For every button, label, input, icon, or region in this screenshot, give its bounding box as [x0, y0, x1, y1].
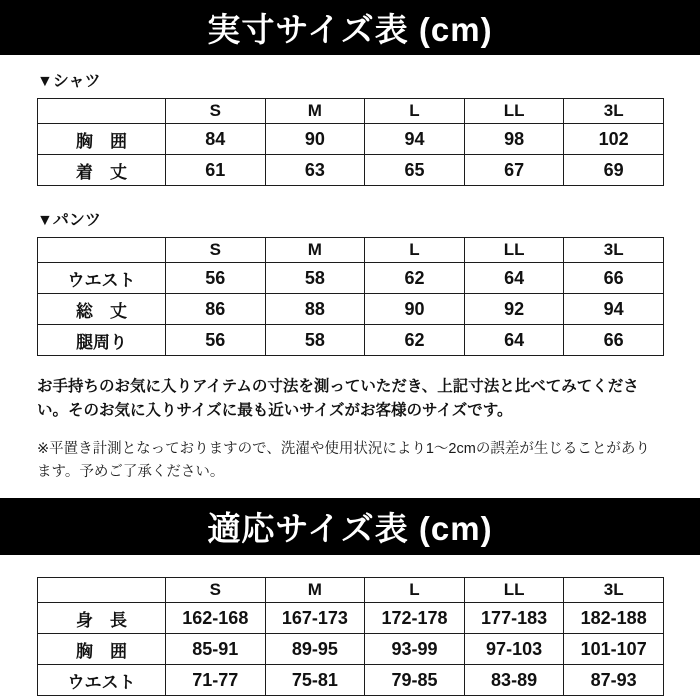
fit-height-label: 身 長	[38, 603, 166, 634]
shirt-col-ll: LL	[464, 99, 564, 124]
shirt-section-label: ▼シャツ	[37, 73, 101, 90]
actual-size-table-title: 実寸サイズ表 (cm)	[207, 11, 493, 48]
shirt-length-label: 着 丈	[38, 155, 166, 186]
pants-total-length-3l: 94	[564, 294, 664, 325]
pants-thigh-ll: 64	[464, 325, 564, 356]
shirt-length-3l: 69	[564, 155, 664, 186]
shirt-col-l: L	[365, 99, 465, 124]
shirt-chest-3l: 102	[564, 124, 664, 155]
fit-waist-m: 75-81	[265, 665, 365, 696]
pants-waist-label: ウエスト	[38, 263, 166, 294]
pants-total-length-s: 86	[166, 294, 266, 325]
pants-waist-l: 62	[365, 263, 465, 294]
shirt-chest-m: 90	[265, 124, 365, 155]
fit-size-table	[37, 577, 664, 696]
shirt-table-header-row	[38, 99, 664, 124]
fit-height-s: 162-168	[166, 603, 266, 634]
fit-chest-m: 89-95	[265, 634, 365, 665]
fit-col-3l: 3L	[564, 578, 664, 603]
pants-total-length-row	[38, 294, 664, 325]
pants-col-3l: 3L	[564, 238, 664, 263]
pants-total-length-l: 90	[365, 294, 465, 325]
shirt-length-row	[38, 155, 664, 186]
fit-chest-row	[38, 634, 664, 665]
shirt-col-3l: 3L	[564, 99, 664, 124]
actual-size-table-header	[0, 0, 700, 55]
pants-waist-3l: 66	[564, 263, 664, 294]
fit-height-3l: 182-188	[564, 603, 664, 634]
pants-thigh-s: 56	[166, 325, 266, 356]
shirt-length-m: 63	[265, 155, 365, 186]
pants-section-label: ▼パンツ	[37, 212, 101, 229]
pants-table-header-row	[38, 238, 664, 263]
pants-thigh-row	[38, 325, 664, 356]
fit-waist-label: ウエスト	[38, 665, 166, 696]
shirt-col-m: M	[265, 99, 365, 124]
pants-total-length-m: 88	[265, 294, 365, 325]
pants-thigh-label: 腿周り	[38, 325, 166, 356]
fit-chest-l: 93-99	[365, 634, 465, 665]
fit-height-row	[38, 603, 664, 634]
pants-thigh-l: 62	[365, 325, 465, 356]
pants-waist-row	[38, 263, 664, 294]
shirt-size-table	[37, 98, 664, 186]
shirt-length-ll: 67	[464, 155, 564, 186]
fit-size-table-title: 適応サイズ表 (cm)	[207, 510, 493, 548]
pants-total-length-ll: 92	[464, 294, 564, 325]
measurement-disclaimer-note: ※平置き計測となっておりますので、洗濯や使用状況により1～2cmの誤差が生じることがあります。予めご了承ください。	[37, 440, 650, 480]
fit-table-header-row	[38, 578, 664, 603]
shirt-chest-row	[38, 124, 664, 155]
fit-size-table-header	[0, 498, 700, 555]
shirt-length-s: 61	[166, 155, 266, 186]
pants-waist-m: 58	[265, 263, 365, 294]
fit-col-s: S	[166, 578, 266, 603]
pants-col-s: S	[166, 238, 266, 263]
shirt-chest-label: 胸 囲	[38, 124, 166, 155]
fit-waist-s: 71-77	[166, 665, 266, 696]
fit-waist-l: 79-85	[365, 665, 465, 696]
pants-total-length-label: 総 丈	[38, 294, 166, 325]
pants-col-l: L	[365, 238, 465, 263]
pants-col-m: M	[265, 238, 365, 263]
fit-waist-row	[38, 665, 664, 696]
fit-chest-3l: 101-107	[564, 634, 664, 665]
fit-col-ll: LL	[464, 578, 564, 603]
pants-waist-s: 56	[166, 263, 266, 294]
fit-chest-ll: 97-103	[464, 634, 564, 665]
pants-thigh-3l: 66	[564, 325, 664, 356]
fit-height-l: 172-178	[365, 603, 465, 634]
shirt-chest-ll: 98	[464, 124, 564, 155]
pants-col-ll: LL	[464, 238, 564, 263]
shirt-length-l: 65	[365, 155, 465, 186]
fitting-guide-note: お手持ちのお気に入りアイテムの寸法を測っていただき、上記寸法と比べてみてください。そのお気に入りサイズに最も近いサイズがお客様のサイズです。	[37, 378, 639, 419]
fit-col-l: L	[365, 578, 465, 603]
shirt-chest-s: 84	[166, 124, 266, 155]
pants-thigh-m: 58	[265, 325, 365, 356]
fit-height-m: 167-173	[265, 603, 365, 634]
fit-height-ll: 177-183	[464, 603, 564, 634]
fit-waist-3l: 87-93	[564, 665, 664, 696]
fit-chest-label: 胸 囲	[38, 634, 166, 665]
shirt-corner-cell	[38, 99, 166, 124]
fit-corner-cell	[38, 578, 166, 603]
shirt-chest-l: 94	[365, 124, 465, 155]
pants-size-table	[37, 237, 664, 356]
shirt-col-s: S	[166, 99, 266, 124]
fit-waist-ll: 83-89	[464, 665, 564, 696]
fit-col-m: M	[265, 578, 365, 603]
pants-waist-ll: 64	[464, 263, 564, 294]
pants-corner-cell	[38, 238, 166, 263]
fit-chest-s: 85-91	[166, 634, 266, 665]
